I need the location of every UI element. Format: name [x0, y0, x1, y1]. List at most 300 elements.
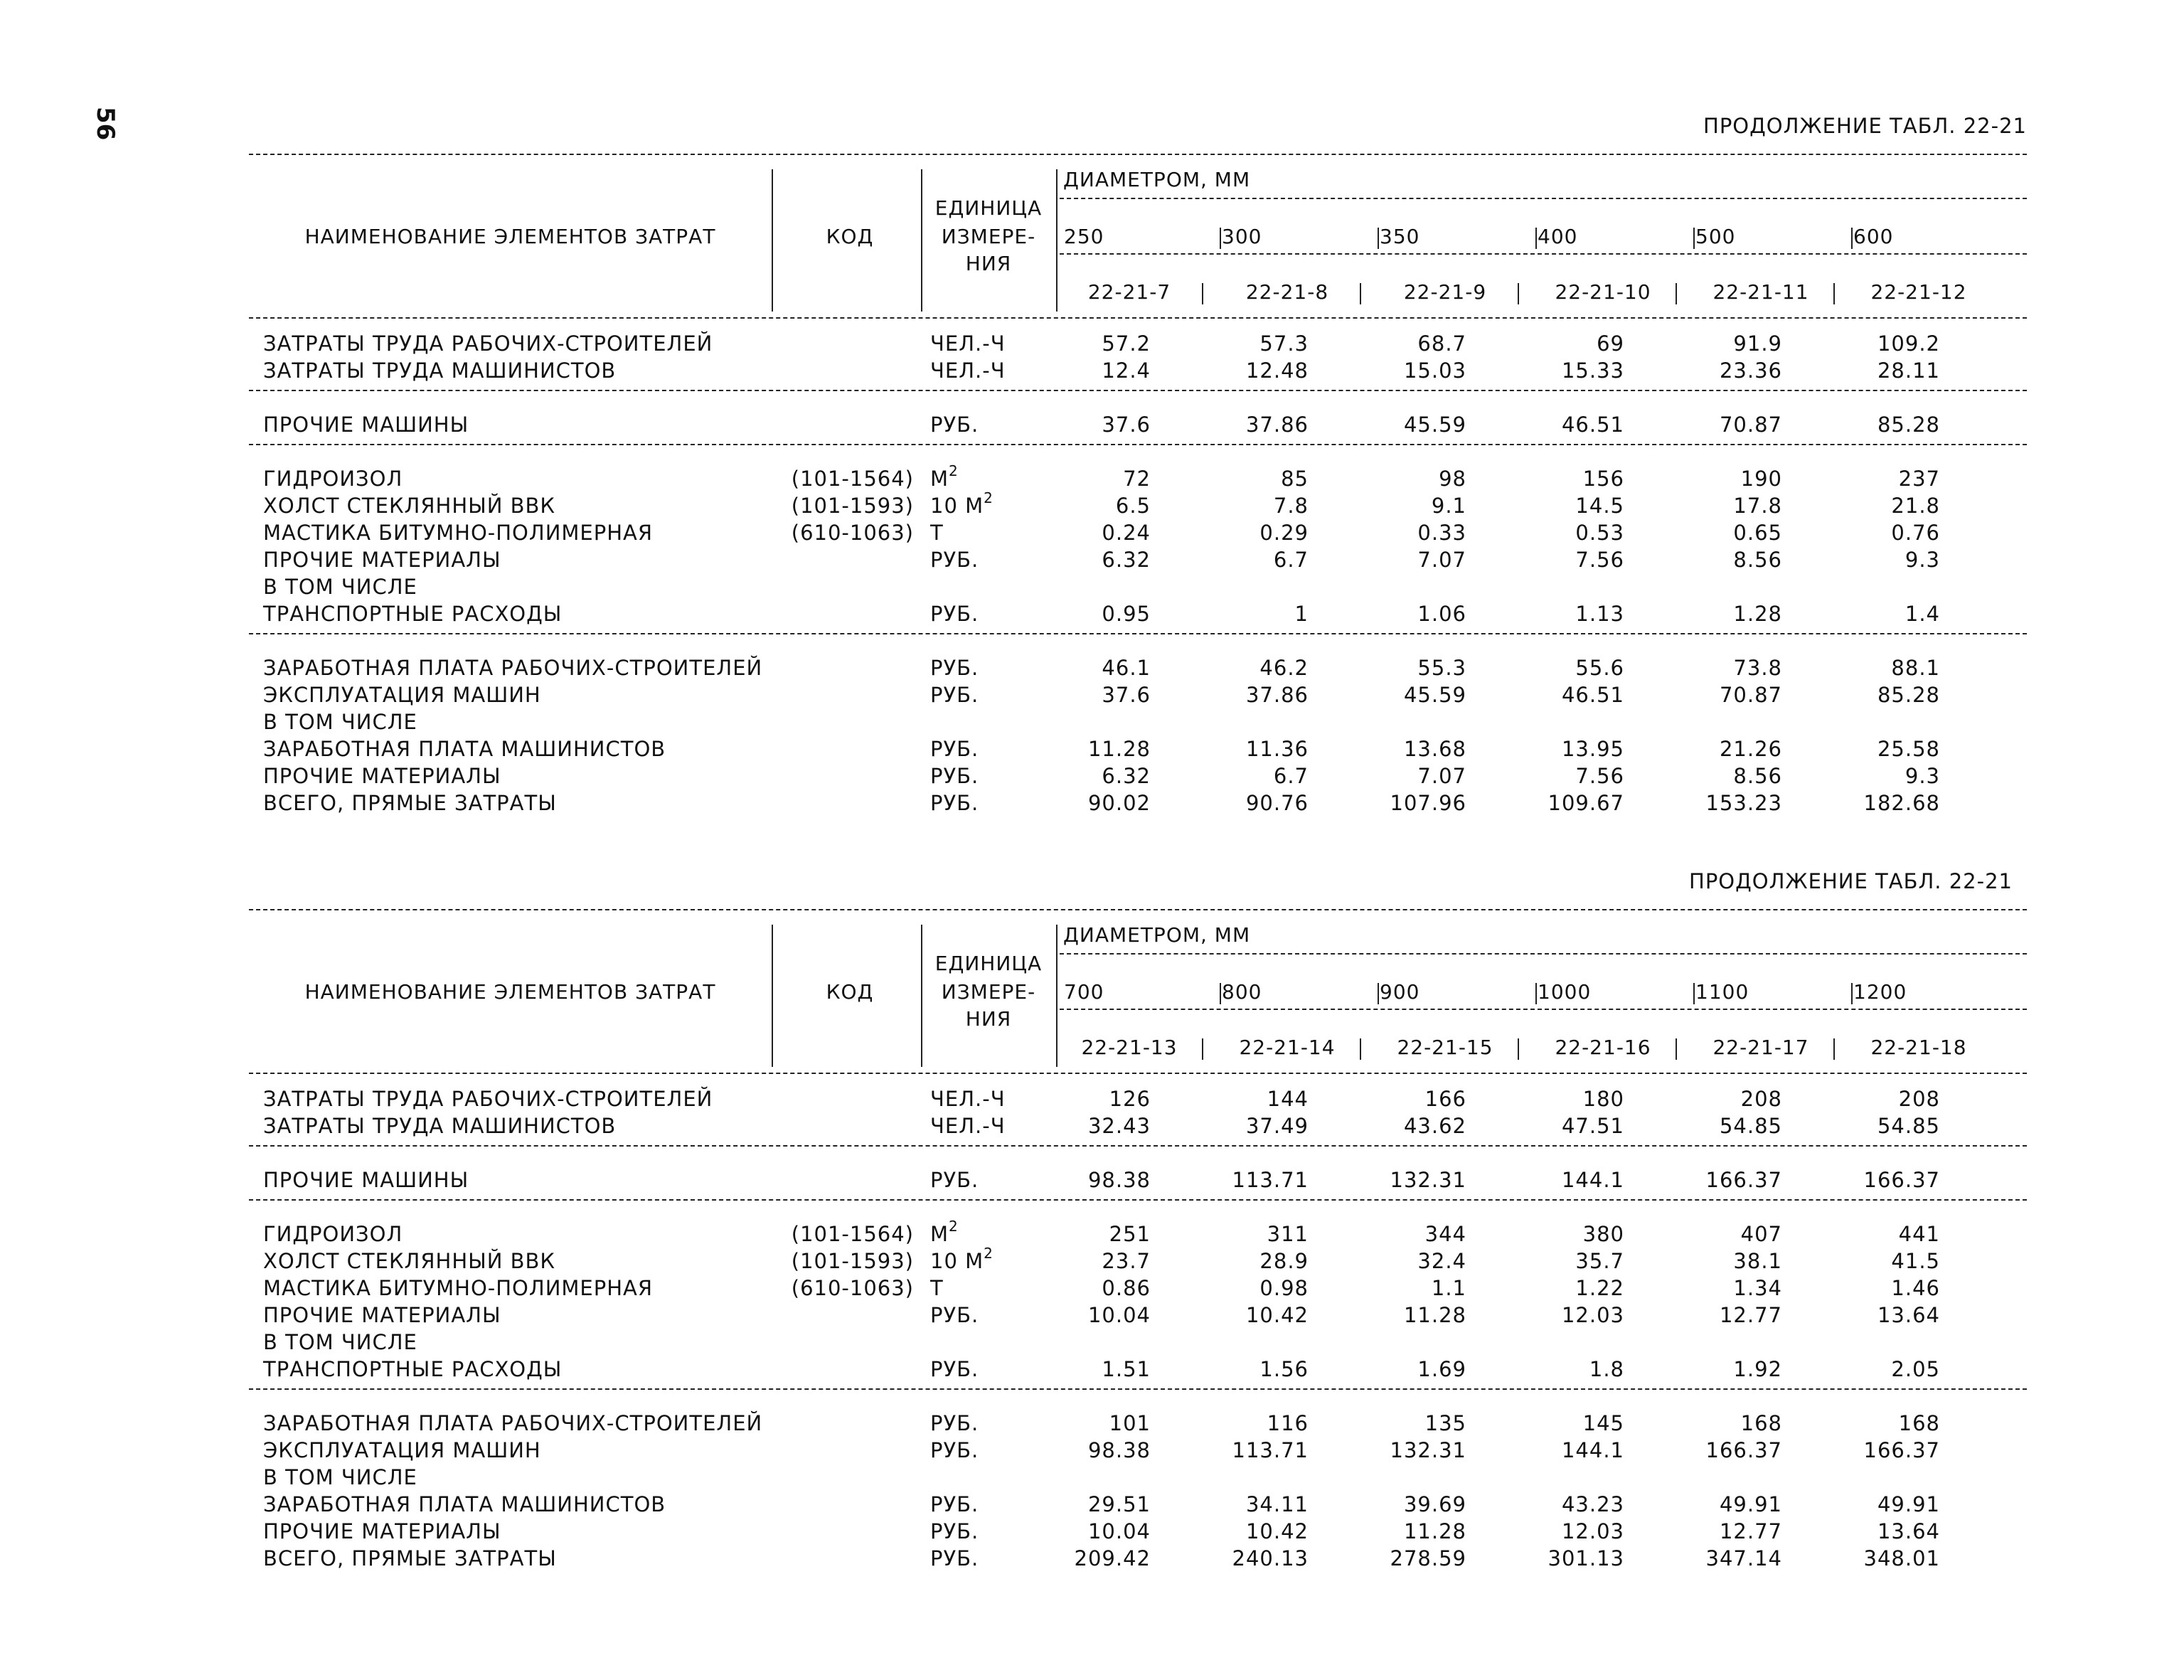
row-value: 12.03: [1561, 1303, 1624, 1327]
header-norm-code-4: 22-21-11: [1712, 280, 1809, 304]
diameter-divider: [1220, 228, 1221, 249]
row-value: 1.92: [1733, 1357, 1782, 1381]
row-value: 54.85: [1719, 1114, 1782, 1138]
table-row: [249, 1245, 2027, 1276]
code-divider: [1833, 283, 1835, 304]
row-value: 45.59: [1403, 413, 1466, 437]
row-value: 237: [1898, 467, 1940, 491]
row-unit: [930, 1218, 959, 1246]
table-row: [249, 1303, 2027, 1330]
table-row: [249, 1330, 2027, 1357]
row-value: 1: [1294, 602, 1309, 626]
row-value: 132.31: [1390, 1168, 1466, 1192]
row-unit: [930, 1303, 979, 1327]
row-name: ХОЛСТ СТЕКЛЯННЫЙ ВВК: [263, 494, 556, 518]
diameter-divider: [1220, 983, 1221, 1004]
row-value: 166.37: [1705, 1438, 1782, 1462]
row-unit: [930, 1492, 979, 1516]
page-number: 56: [91, 107, 119, 141]
row-value: 166.37: [1705, 1168, 1782, 1192]
row-name: ЭКСПЛУАТАЦИЯ МАШИН: [263, 683, 541, 707]
row-unit: [930, 791, 979, 815]
header-norm-code-3: 22-21-10: [1555, 280, 1651, 304]
row-unit: [930, 548, 979, 572]
row-value: 1.56: [1259, 1357, 1309, 1381]
row-value: 1.22: [1575, 1276, 1624, 1300]
row-name: В ТОМ ЧИСЛЕ: [263, 1330, 417, 1354]
table-row: [249, 1411, 2027, 1438]
table-row: [249, 331, 2027, 358]
row-value: 47.51: [1561, 1114, 1624, 1138]
row-value: 6.7: [1273, 548, 1309, 572]
row-value: 98.38: [1087, 1438, 1151, 1462]
table-row: [249, 791, 2027, 818]
row-value: 11.28: [1403, 1519, 1466, 1543]
row-value: 98.38: [1087, 1168, 1151, 1192]
row-value: 1.06: [1417, 602, 1466, 626]
row-unit-text: РУБ.: [930, 683, 979, 707]
row-unit-text: ЧЕЛ.-Ч: [930, 331, 1006, 356]
row-value: 1.51: [1102, 1357, 1151, 1381]
row-value: 1.1: [1431, 1276, 1466, 1300]
row-unit: [930, 656, 979, 680]
row-name: ПРОЧИЕ МАШИНЫ: [263, 1168, 469, 1192]
row-value: 166.37: [1863, 1168, 1940, 1192]
row-value: 180: [1582, 1087, 1624, 1111]
row-value: 144.1: [1561, 1438, 1624, 1462]
header-diameter-2: 350: [1380, 225, 1420, 248]
row-name: ХОЛСТ СТЕКЛЯННЫЙ ВВК: [263, 1249, 556, 1273]
row-value: 34.11: [1245, 1492, 1309, 1516]
row-unit-superscript: 2: [949, 462, 959, 479]
diameter-divider: [1693, 983, 1695, 1004]
row-unit: [930, 462, 959, 491]
row-unit-text: РУБ.: [930, 1357, 979, 1381]
header-column-divider: [921, 169, 922, 312]
row-unit-text: РУБ.: [930, 1438, 979, 1462]
row-value: 113.71: [1232, 1168, 1309, 1192]
table-row: [249, 1546, 2027, 1573]
section-rule: [249, 1199, 2027, 1201]
header-norm-code-0: 22-21-7: [1087, 280, 1171, 304]
code-divider: [1833, 1038, 1835, 1060]
diameter-divider: [1535, 983, 1537, 1004]
table-row: [249, 710, 2027, 737]
row-value: 46.51: [1561, 413, 1624, 437]
table-row: [249, 656, 2027, 683]
row-value: 90.02: [1087, 791, 1151, 815]
row-value: 45.59: [1403, 683, 1466, 707]
row-value: 156: [1582, 467, 1624, 491]
row-name: ВСЕГО, ПРЯМЫЕ ЗАТРАТЫ: [263, 791, 557, 815]
row-unit-superscript: 2: [984, 1245, 994, 1262]
row-value: 166: [1424, 1087, 1466, 1111]
row-value: 49.91: [1719, 1492, 1782, 1516]
row-value: 17.8: [1733, 494, 1782, 518]
row-value: 8.56: [1733, 548, 1782, 572]
row-value: 69: [1597, 331, 1624, 356]
diameter-divider: [1851, 228, 1853, 249]
row-value: 1.13: [1575, 602, 1624, 626]
diameter-divider: [1378, 228, 1379, 249]
row-value: 251: [1109, 1222, 1151, 1246]
row-value: 144.1: [1561, 1168, 1624, 1192]
row-value: 1.8: [1589, 1357, 1624, 1381]
row-value: 109.67: [1548, 791, 1624, 815]
row-value: 12.48: [1245, 358, 1309, 383]
row-value: 113.71: [1232, 1438, 1309, 1462]
row-unit: [930, 683, 979, 707]
header-bottom-rule: [249, 317, 2027, 319]
header-column-divider: [772, 169, 773, 312]
row-resource-code: (101-1593): [791, 494, 914, 518]
row-unit-text: РУБ.: [930, 656, 979, 680]
header-diameter-4: 500: [1695, 225, 1736, 248]
row-value: 32.4: [1417, 1249, 1466, 1273]
row-value: 0.98: [1259, 1276, 1309, 1300]
row-value: 15.33: [1561, 358, 1624, 383]
table-row: [249, 462, 2027, 494]
row-unit-text: РУБ.: [930, 1519, 979, 1543]
row-value: 46.2: [1259, 656, 1309, 680]
header-diameter-1: 300: [1222, 225, 1262, 248]
row-unit-text: РУБ.: [930, 602, 979, 626]
row-unit-text: М: [930, 467, 949, 491]
header-unit-line-2: ИЗМЕРЕ-: [941, 980, 1036, 1004]
row-name: ПРОЧИЕ МАТЕРИАЛЫ: [263, 1303, 501, 1327]
row-value: 54.85: [1877, 1114, 1940, 1138]
row-value: 153.23: [1705, 791, 1782, 815]
row-unit: [930, 1245, 994, 1273]
header-unit-line-1: ЕДИНИЦА: [934, 196, 1043, 220]
code-divider: [1360, 1038, 1361, 1060]
header-unit-line-1: ЕДИНИЦА: [934, 952, 1043, 975]
row-name: ТРАНСПОРТНЫЕ РАСХОДЫ: [263, 1357, 563, 1381]
continuation-title: ПРОДОЛЖЕНИЕ ТАБЛ. 22-21: [1689, 869, 2013, 893]
row-value: 9.1: [1431, 494, 1466, 518]
row-name: ВСЕГО, ПРЯМЫЕ ЗАТРАТЫ: [263, 1546, 557, 1570]
row-value: 37.6: [1102, 413, 1151, 437]
row-value: 28.11: [1877, 358, 1940, 383]
row-unit-superscript: 2: [984, 489, 994, 506]
row-value: 35.7: [1575, 1249, 1624, 1273]
header-diameter-1: 800: [1222, 980, 1262, 1004]
row-name: ЗАРАБОТНАЯ ПЛАТА МАШИНИСТОВ: [263, 1492, 666, 1516]
row-name: МАСТИКА БИТУМНО-ПОЛИМЕРНАЯ: [263, 1276, 654, 1300]
row-value: 73.8: [1733, 656, 1782, 680]
row-value: 441: [1898, 1222, 1940, 1246]
row-unit-text: Т: [930, 521, 944, 545]
row-value: 6.32: [1102, 548, 1151, 572]
row-unit-text: РУБ.: [930, 413, 979, 437]
row-name: МАСТИКА БИТУМНО-ПОЛИМЕРНАЯ: [263, 521, 654, 545]
row-value: 28.9: [1259, 1249, 1309, 1273]
row-unit: [930, 331, 1006, 356]
row-value: 85: [1281, 467, 1309, 491]
row-name: ЗАТРАТЫ ТРУДА РАБОЧИХ-СТРОИТЕЛЕЙ: [263, 1087, 713, 1111]
table-row: [249, 1357, 2027, 1384]
row-value: 43.62: [1403, 1114, 1466, 1138]
table-row: [249, 737, 2027, 764]
header-diameter-3: 400: [1538, 225, 1578, 248]
header-norm-code-3: 22-21-16: [1555, 1036, 1651, 1059]
header-diameter-0: 700: [1064, 980, 1104, 1004]
row-value: 11.28: [1403, 1303, 1466, 1327]
row-name: ГИДРОИЗОЛ: [263, 1222, 403, 1246]
row-value: 209.42: [1074, 1546, 1151, 1570]
row-name: ПРОЧИЕ МАШИНЫ: [263, 413, 469, 437]
row-name: ЗАТРАТЫ ТРУДА МАШИНИСТОВ: [263, 1114, 617, 1138]
row-unit: [930, 602, 979, 626]
row-name: ПРОЧИЕ МАТЕРИАЛЫ: [263, 548, 501, 572]
row-value: 0.29: [1259, 521, 1309, 545]
row-value: 13.95: [1561, 737, 1624, 761]
row-value: 15.03: [1403, 358, 1466, 383]
row-value: 85.28: [1877, 413, 1940, 437]
row-value: 0.24: [1102, 521, 1151, 545]
row-unit-text: ЧЕЛ.-Ч: [930, 358, 1006, 383]
row-unit-text: М: [930, 1222, 949, 1246]
header-diameter-group: ДИАМЕТРОМ, ММ: [1063, 923, 1251, 947]
row-name: ЗАТРАТЫ ТРУДА МАШИНИСТОВ: [263, 358, 617, 383]
table-row: [249, 1519, 2027, 1546]
row-value: 278.59: [1390, 1546, 1466, 1570]
row-value: 10.04: [1087, 1303, 1151, 1327]
row-value: 107.96: [1390, 791, 1466, 815]
row-value: 46.1: [1102, 656, 1151, 680]
row-value: 1.4: [1905, 602, 1940, 626]
row-value: 11.28: [1087, 737, 1151, 761]
section-rule: [249, 633, 2027, 634]
row-unit: [930, 413, 979, 437]
row-value: 9.3: [1905, 764, 1940, 788]
row-value: 6.7: [1273, 764, 1309, 788]
row-value: 25.58: [1877, 737, 1940, 761]
row-value: 311: [1267, 1222, 1309, 1246]
row-value: 12.77: [1719, 1519, 1782, 1543]
header-norm-code-5: 22-21-12: [1870, 280, 1967, 304]
row-value: 23.36: [1719, 358, 1782, 383]
row-unit-text: РУБ.: [930, 791, 979, 815]
row-unit-text: ЧЕЛ.-Ч: [930, 1087, 1006, 1111]
row-value: 21.26: [1719, 737, 1782, 761]
table-row: [249, 683, 2027, 710]
header-norm-code-2: 22-21-9: [1403, 280, 1487, 304]
row-unit: [930, 521, 944, 545]
row-unit-text: 10 М: [930, 1249, 984, 1273]
row-value: 168: [1898, 1411, 1940, 1435]
row-value: 135: [1424, 1411, 1466, 1435]
table-row: [249, 1168, 2027, 1195]
code-divider: [1202, 283, 1203, 304]
row-value: 347.14: [1705, 1546, 1782, 1570]
row-name: ЗАРАБОТНАЯ ПЛАТА РАБОЧИХ-СТРОИТЕЛЕЙ: [263, 1411, 763, 1435]
row-unit: [930, 1276, 944, 1300]
row-value: 37.49: [1245, 1114, 1309, 1138]
row-unit-text: РУБ.: [930, 764, 979, 788]
row-value: 380: [1582, 1222, 1624, 1246]
row-value: 43.23: [1561, 1492, 1624, 1516]
row-value: 7.07: [1417, 764, 1466, 788]
row-value: 10.42: [1245, 1303, 1309, 1327]
row-value: 101: [1109, 1411, 1151, 1435]
row-name: ЭКСПЛУАТАЦИЯ МАШИН: [263, 1438, 541, 1462]
row-value: 13.64: [1877, 1303, 1940, 1327]
row-value: 32.43: [1087, 1114, 1151, 1138]
row-value: 57.3: [1259, 331, 1309, 356]
row-unit-text: ЧЕЛ.-Ч: [930, 1114, 1006, 1138]
header-diameter-5: 600: [1853, 225, 1894, 248]
row-value: 7.56: [1575, 764, 1624, 788]
header-name: НАИМЕНОВАНИЕ ЭЛЕМЕНТОВ ЗАТРАТ: [304, 980, 716, 1004]
row-name: ЗАРАБОТНАЯ ПЛАТА РАБОЧИХ-СТРОИТЕЛЕЙ: [263, 656, 763, 680]
row-unit-text: 10 М: [930, 494, 984, 518]
row-value: 208: [1740, 1087, 1782, 1111]
row-value: 12.03: [1561, 1519, 1624, 1543]
row-value: 90.76: [1245, 791, 1309, 815]
row-value: 145: [1582, 1411, 1624, 1435]
row-value: 0.65: [1733, 521, 1782, 545]
header-norm-code-5: 22-21-18: [1870, 1036, 1967, 1059]
table-row: [249, 1492, 2027, 1519]
row-value: 1.69: [1417, 1357, 1466, 1381]
table-row: [249, 1114, 2027, 1141]
row-value: 0.86: [1102, 1276, 1151, 1300]
code-divider: [1676, 1038, 1677, 1060]
diameter-divider: [1535, 228, 1537, 249]
row-value: 1.34: [1733, 1276, 1782, 1300]
header-inner-rule: [1060, 1009, 2027, 1010]
row-resource-code: (610-1063): [791, 521, 914, 545]
header-code: КОД: [826, 225, 874, 248]
header-diameter-3: 1000: [1538, 980, 1592, 1004]
code-divider: [1676, 283, 1677, 304]
row-value: 57.2: [1102, 331, 1151, 356]
row-value: 168: [1740, 1411, 1782, 1435]
row-value: 1.28: [1733, 602, 1782, 626]
row-value: 2.05: [1891, 1357, 1940, 1381]
row-value: 0.76: [1891, 521, 1940, 545]
row-value: 132.31: [1390, 1438, 1466, 1462]
row-value: 6.5: [1115, 494, 1151, 518]
row-resource-code: (101-1593): [791, 1249, 914, 1273]
table-row: [249, 575, 2027, 602]
row-unit: [930, 1357, 979, 1381]
row-unit: [930, 764, 979, 788]
row-resource-code: (610-1063): [791, 1276, 914, 1300]
header-inner-rule: [1060, 198, 2027, 199]
row-unit: [930, 358, 1006, 383]
row-value: 46.51: [1561, 683, 1624, 707]
row-unit-text: РУБ.: [930, 737, 979, 761]
cost-table-1: [249, 114, 2027, 825]
table-row: [249, 358, 2027, 386]
header-diameter-2: 900: [1380, 980, 1420, 1004]
section-rule: [249, 390, 2027, 391]
row-value: 12.4: [1102, 358, 1151, 383]
row-value: 166.37: [1863, 1438, 1940, 1462]
diameter-divider: [1378, 983, 1379, 1004]
row-value: 23.7: [1102, 1249, 1151, 1273]
row-name: В ТОМ ЧИСЛЕ: [263, 575, 417, 599]
header-unit-line-2: ИЗМЕРЕ-: [941, 225, 1036, 248]
header-column-divider: [772, 925, 773, 1067]
row-unit-text: РУБ.: [930, 1303, 979, 1327]
row-value: 13.68: [1403, 737, 1466, 761]
row-value: 13.64: [1877, 1519, 1940, 1543]
row-name: ПРОЧИЕ МАТЕРИАЛЫ: [263, 764, 501, 788]
header-norm-code-2: 22-21-15: [1397, 1036, 1493, 1059]
row-value: 407: [1740, 1222, 1782, 1246]
row-unit: [930, 737, 979, 761]
header-diameter-5: 1200: [1853, 980, 1907, 1004]
header-diameter-0: 250: [1064, 225, 1104, 248]
row-name: ГИДРОИЗОЛ: [263, 467, 403, 491]
table-row: [249, 1087, 2027, 1114]
row-unit-text: РУБ.: [930, 1546, 979, 1570]
row-unit: [930, 1168, 979, 1192]
header-norm-code-1: 22-21-14: [1239, 1036, 1336, 1059]
table-row: [249, 602, 2027, 629]
row-value: 190: [1740, 467, 1782, 491]
header-column-divider: [1056, 169, 1058, 312]
row-value: 0.53: [1575, 521, 1624, 545]
code-divider: [1518, 1038, 1519, 1060]
row-value: 240.13: [1232, 1546, 1309, 1570]
code-divider: [1202, 1038, 1203, 1060]
header-top-rule: [249, 909, 2027, 910]
row-value: 0.33: [1417, 521, 1466, 545]
row-unit: [930, 1087, 1006, 1111]
row-value: 8.56: [1733, 764, 1782, 788]
row-name: В ТОМ ЧИСЛЕ: [263, 1465, 417, 1489]
row-unit: [930, 489, 994, 518]
row-value: 126: [1109, 1087, 1151, 1111]
table-row: [249, 1276, 2027, 1303]
table-row: [249, 413, 2027, 440]
row-value: 72: [1123, 467, 1151, 491]
row-value: 55.6: [1575, 656, 1624, 680]
row-unit-text: Т: [930, 1276, 944, 1300]
row-value: 38.1: [1733, 1249, 1782, 1273]
row-value: 29.51: [1087, 1492, 1151, 1516]
table-row: [249, 1218, 2027, 1249]
code-divider: [1518, 283, 1519, 304]
header-norm-code-1: 22-21-8: [1245, 280, 1329, 304]
row-value: 88.1: [1891, 656, 1940, 680]
table-row: [249, 489, 2027, 521]
row-value: 12.77: [1719, 1303, 1782, 1327]
row-value: 7.56: [1575, 548, 1624, 572]
table-row: [249, 1465, 2027, 1492]
row-value: 144: [1267, 1087, 1309, 1111]
row-value: 98: [1439, 467, 1466, 491]
row-value: 39.69: [1403, 1492, 1466, 1516]
row-value: 6.32: [1102, 764, 1151, 788]
row-name: ТРАНСПОРТНЫЕ РАСХОДЫ: [263, 602, 563, 626]
row-unit-text: РУБ.: [930, 1411, 979, 1435]
row-value: 9.3: [1905, 548, 1940, 572]
row-unit-text: РУБ.: [930, 548, 979, 572]
row-value: 14.5: [1575, 494, 1624, 518]
row-value: 7.07: [1417, 548, 1466, 572]
row-name: ЗАРАБОТНАЯ ПЛАТА МАШИНИСТОВ: [263, 737, 666, 761]
row-name: В ТОМ ЧИСЛЕ: [263, 710, 417, 734]
row-value: 70.87: [1719, 413, 1782, 437]
header-column-divider: [1056, 925, 1058, 1067]
table-row: [249, 548, 2027, 575]
row-value: 85.28: [1877, 683, 1940, 707]
